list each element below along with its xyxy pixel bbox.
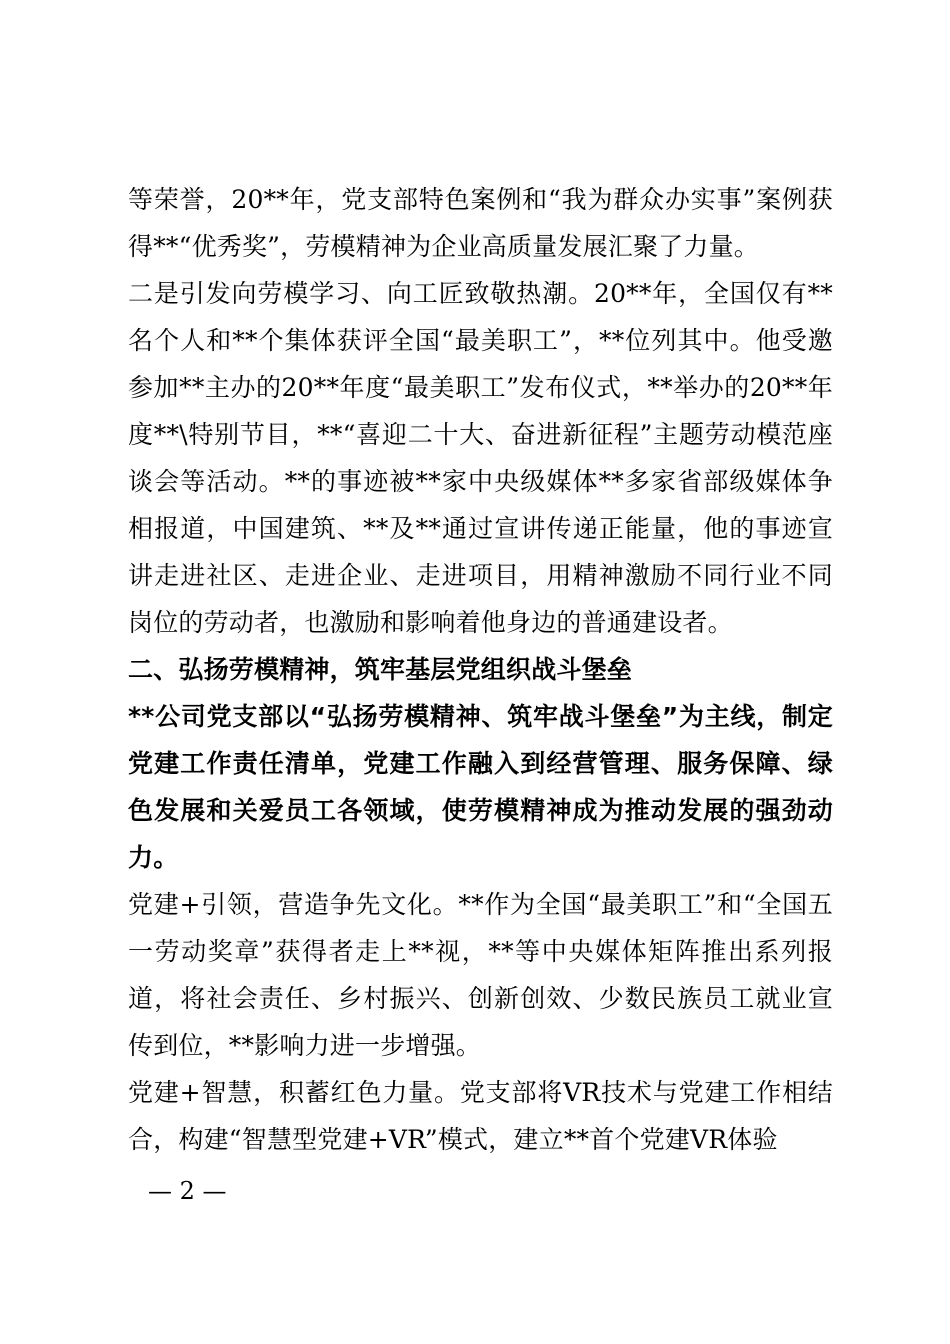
section-heading: 二、弘扬劳模精神，筑牢基层党组织战斗堡垒 xyxy=(128,655,633,684)
page-number: — 2 — xyxy=(148,1177,227,1205)
paragraph-learning-wave: 二是引发向劳模学习、向工匠致敬热潮。20**年，全国仅有**名个人和**个集体获评全国“最美职工”，**位列其中。他受邀参加**主办的20**年度“最美职工”发布仪式，**举办的20**年度**\特别节目，**“喜迎二十大、奋进新征程”主题劳动模范座谈会等活动。**的事迹被**家中央级媒体**多家省部级媒体争相报道，中国建筑、**及**通过宣讲传递正能量，他的事迹宣讲走进社区、走进企业、走进项目，用精神激励不同行业不同岗位的劳动者，也激励和影响着他身边的普通建设者。 xyxy=(128,279,833,637)
paragraph-party-smart: 党建+智慧，积蓄红色力量。党支部将VR技术与党建工作相结合，构建“智慧型党建+VR”模式，建立**首个党建VR体验 xyxy=(128,1078,833,1154)
paragraph-main-line: **公司党支部以“弘扬劳模精神、筑牢战斗堡垒”为主线，制定党建工作责任清单，党建工作融入到经营管理、服务保障、绿色发展和关爱员工各领域，使劳模精神成为推动发展的强劲动力。 xyxy=(128,702,833,872)
paragraph-continued-honors: 等荣誉，20**年，党支部特色案例和“我为群众办实事”案例获得**“优秀奖”，劳模精神为企业高质量发展汇聚了力量。 xyxy=(128,185,833,261)
document-body xyxy=(128,176,833,1163)
paragraph-party-leading: 党建+引领，营造争先文化。**作为全国“最美职工”和“全国五一劳动奖章”获得者走上**视，**等中央媒体矩阵推出系列报道，将社会责任、乡村振兴、创新创效、少数民族员工就业宣传到位，**影响力进一步增强。 xyxy=(128,890,833,1060)
